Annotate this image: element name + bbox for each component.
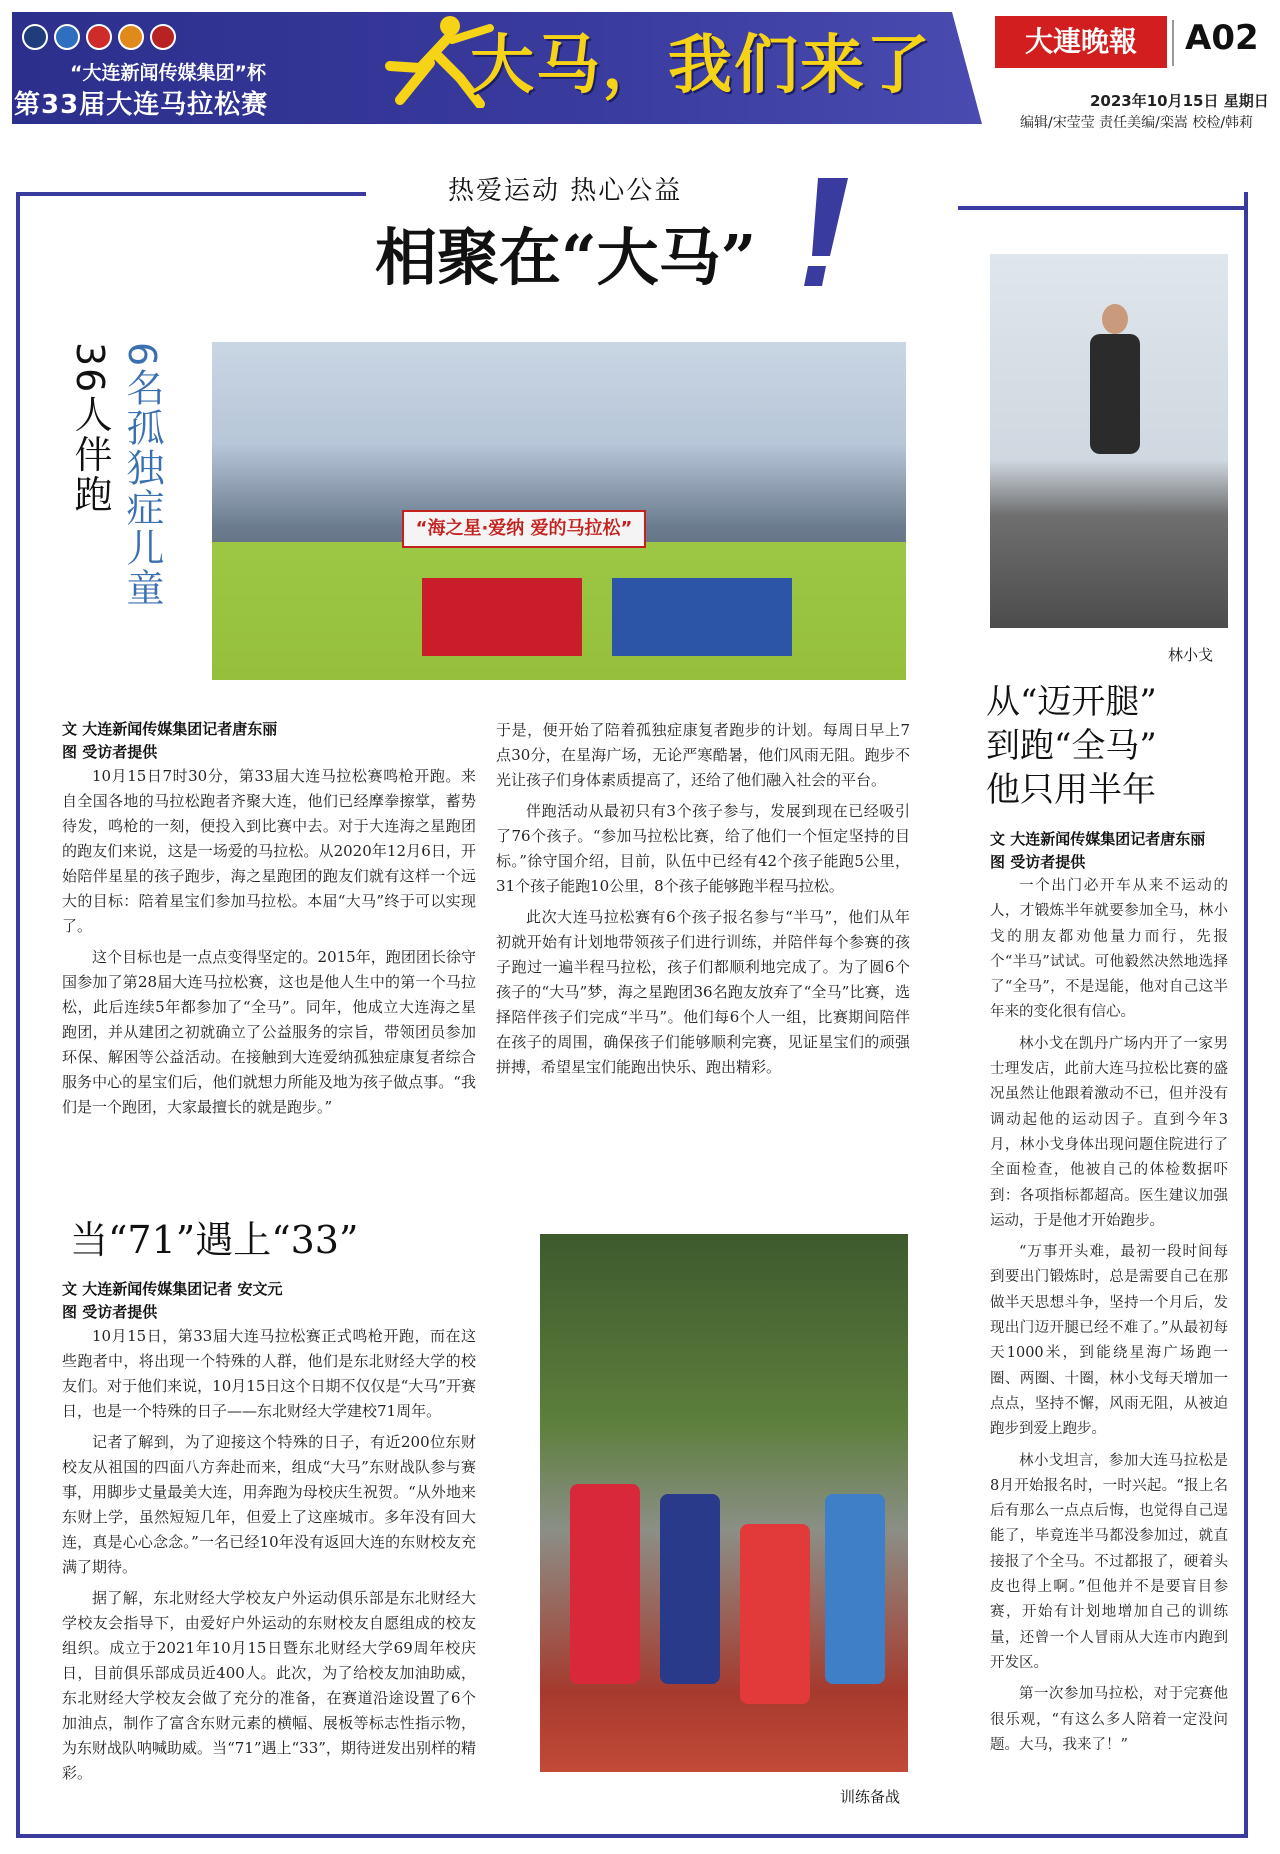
red-flag xyxy=(422,578,582,656)
sponsor-logos xyxy=(22,24,182,54)
paragraph: 一个出门必开车从来不运动的人，才锻炼半年就要参加全马，林小戈的朋友都劝他量力而行，先报个“半马”试试。可他毅然决然地选择了“全马”，不是逞能，他对自己这半年来的变化很有信心。 xyxy=(990,878,1228,1021)
logo-icon xyxy=(22,24,48,50)
page-number: A02 xyxy=(1185,18,1259,58)
logo-icon xyxy=(150,24,176,50)
byline: 图 受访者提供 xyxy=(62,743,158,761)
article-title xyxy=(986,680,1157,812)
paragraph: 10月15日，第33届大连马拉松赛正式鸣枪开跑，而在这些跑者中，将出现一个特殊的人群，他们是东北财经大学的校友们。对于他们来说，10月15日这个日期不仅仅是“大马”开赛日，也是一个特殊的日子——东北财经大学建校71周年。 xyxy=(62,1327,476,1420)
frame-border xyxy=(16,192,366,196)
paragraph: 伴跑活动从最初只有3个孩子参与，发展到现在已经吸引了76个孩子。“参加马拉松比赛，给了他们一个恒定坚持的目标。”徐守国介绍，目前，队伍中已经有42个孩子能跑5公里，31个孩子能跑10公里，8个孩子能够跑半程马拉松。 xyxy=(496,802,910,895)
banner-corner xyxy=(952,12,982,124)
article-column xyxy=(990,828,1228,1764)
frame-border xyxy=(1244,192,1248,1838)
paragraph: “万事开头难，最初一段时间每到要出门锻炼时，总是需要自己在那做半天思想斗争，坚持一个月后，发现出门迈开腿已经不难了。”从最初每天1000米，到能绕星海广场跑一圈、两圈、十圈，林小戈每天增加一点点，坚持不懈，风雨无阻，从被迫跑步到爱上跑步。 xyxy=(990,1244,1228,1438)
title-line: 到跑“全马” xyxy=(986,726,1157,766)
issue-date: 2023年10月15日 星期日 xyxy=(1090,92,1269,110)
article-column xyxy=(62,718,476,1126)
group-photo xyxy=(212,342,906,680)
paragraph: 于是，便开始了陪着孤独症康复者跑步的计划。每周日早上7点30分，在星海广场，无论严寒酷暑，他们风雨无阻。跑步不光让孩子们身体素质提高了，还给了他们融入社会的平台。 xyxy=(496,721,910,789)
article-body xyxy=(990,874,1228,1758)
training-caption: 训练备战 xyxy=(840,1788,901,1806)
logo-icon xyxy=(86,24,112,50)
byline: 图 受访者提供 xyxy=(62,1303,158,1321)
frame-border xyxy=(16,192,20,1838)
runner-figure xyxy=(1090,334,1140,454)
side-title-black: 36人伴跑 xyxy=(68,342,112,515)
training-photo xyxy=(540,1234,908,1772)
article-body xyxy=(62,1324,476,1786)
title-line: 他只用半年 xyxy=(986,770,1156,810)
page-title: 相聚在“大马” xyxy=(375,221,757,294)
side-title-blue: 6名孤独症儿童 xyxy=(120,342,164,609)
article-title: 当“71”遇上“33” xyxy=(70,1218,359,1262)
byline: 图 受访者提供 xyxy=(990,853,1086,871)
blue-flag xyxy=(612,578,792,656)
exclamation-icon xyxy=(800,178,848,288)
byline: 文 大连新闻传媒集团记者唐东丽 xyxy=(990,830,1206,848)
paragraph: 这个目标也是一点点变得坚定的。2015年，跑团团长徐守国参加了第28届大连马拉松赛，这也是他人生中的第一个马拉松，此后连续5年都参加了“全马”。同年，他成立大连海之星跑团，并从建团之初就确立了公益服务的宗旨，带领团员参加环保、解困等公益活动。在接触到大连爱纳孤独症康复者综合服务中心的星宝们后，他们就想力所能及地为孩子做点事。“我们是一个跑团，大家最擅长的就是跑步。” xyxy=(62,948,476,1116)
paragraph: 林小戈坦言，参加大连马拉松是8月开始报名时，一时兴起。“报上名后有那么一点点后悔，也觉得自己逞能了，毕竟连半马都没参加过，就直接报了个全马。不过都报了，硬着头皮也得上啊。”但他并不是要盲目参赛，开始有计划地增加自己的训练量，还曾一个人冒雨从大连市内跑到开发区。 xyxy=(990,1452,1228,1671)
group-banner: “海之星·爱纳 爱的马拉松” xyxy=(402,510,646,548)
newspaper-logo: 大連晚報 xyxy=(995,16,1167,68)
logo-icon xyxy=(118,24,144,50)
runner-figure xyxy=(570,1484,640,1684)
byline: 文 大连新闻传媒集团记者唐东丽 xyxy=(62,720,278,738)
byline: 文 大连新闻传媒集团记者 安文元 xyxy=(62,1280,283,1298)
cup-title: “大连新闻传媒集团”杯 xyxy=(70,62,266,84)
paragraph: 记者了解到，为了迎接这个特殊的日子，有近200位东财校友从祖国的四面八方奔赴而来，组成“大马”东财战队参与赛事，用脚步丈量最美大连，用奔跑为母校庆生祝贺。“从外地来东财上学，虽然短短几年，但爱上了这座城市。多年没有回大连，真是心心念念。”一名已经10年没有返回大连的东财校友充满了期待。 xyxy=(62,1433,476,1576)
editor-credits: 编辑/宋莹莹 责任美编/栾嵩 校检/韩莉 xyxy=(1020,115,1254,131)
paragraph: 10月15日7时30分，第33届大连马拉松赛鸣枪开跑。来自全国各地的马拉松跑者齐聚大连，他们已经摩拳擦掌，蓄势待发，鸣枪的一刻，便投入到比赛中去。对于大连海之星跑团的跑友们来说，这是一场爱的马拉松。从2020年12月6日，开始陪伴星星的孩子跑步，海之星跑团的跑友们就有这样一个远大的目标：陪着星宝们参加马拉松。本届“大马”终于可以实现了。 xyxy=(62,767,476,935)
article-column xyxy=(62,1278,476,1792)
runner-photo xyxy=(990,254,1228,628)
title-line: 从“迈开腿” xyxy=(986,682,1157,722)
paragraph: 第一次参加马拉松，对于完赛他很乐观，“有这么多人陪着一定没问题。大马，我来了！” xyxy=(990,1686,1228,1753)
frame-border xyxy=(16,1834,1248,1838)
runner-figure xyxy=(740,1524,810,1704)
runner-figure xyxy=(660,1494,720,1684)
article-column xyxy=(496,718,910,1086)
runner-caption: 林小戈 xyxy=(1168,646,1214,664)
frame-border xyxy=(958,206,1248,210)
divider xyxy=(1172,20,1174,66)
slogan: 大马，我们来了 xyxy=(470,28,932,103)
logo-icon xyxy=(54,24,80,50)
paragraph: 林小戈在凯丹广场内开了一家男士理发店，此前大连马拉松比赛的盛况虽然让他跟着激动不已，但并没有调动起他的运动因子。直到今年3月，林小戈身体出现问题住院进行了全面检查，他被自己的体检数据吓到：各项指标都超高。医生建议加强运动，于是他才开始跑步。 xyxy=(990,1035,1228,1229)
race-title: 第33届大连马拉松赛 xyxy=(14,90,269,120)
paragraph: 据了解，东北财经大学校友户外运动俱乐部是东北财经大学校友会指导下，由爱好户外运动的东财校友自愿组成的校友组织。成立于2021年10月15日暨东北财经大学69周年校庆日，目前俱乐部成员近400人。此次，为了给校友加油助威，东北财经大学校友会做了充分的准备，在赛道沿途设置了6个加油点，制作了富含东财元素的横幅、展板等标志性指示物，为东财战队呐喊助威。当“71”遇上“33”，期待迸发出别样的精彩。 xyxy=(62,1589,476,1782)
headline-kicker: 热爱运动 热心公益 xyxy=(448,176,683,206)
paragraph: 此次大连马拉松赛有6个孩子报名参与“半马”，他们从年初就开始有计划地带领孩子们进行训练，并陪伴每个参赛的孩子跑过一遍半程马拉松，孩子们都顺利地完成了。为了圆6个孩子的“大马”梦，海之星跑团36名跑友放弃了“全马”比赛，选择陪伴孩子们完成“半马”。他们每6个人一组，比赛期间陪伴在孩子的周围，确保孩子们能够顺利完赛，见证星宝们的顽强拼搏，希望星宝们能跑出快乐、跑出精彩。 xyxy=(496,908,910,1076)
runner-figure xyxy=(825,1494,885,1684)
article-body xyxy=(496,718,910,1080)
article-body xyxy=(62,764,476,1120)
runner-head xyxy=(1102,304,1128,334)
